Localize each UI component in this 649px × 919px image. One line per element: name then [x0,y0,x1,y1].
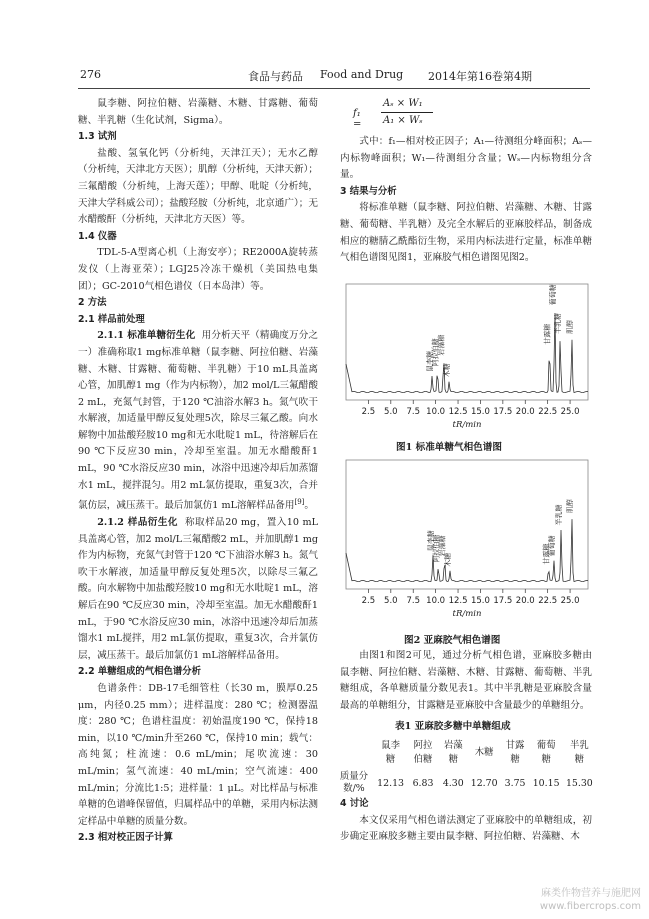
section-heading: 1.4 仪器 [78,230,117,242]
chromatogram-trace [346,313,588,393]
table-cell: 3.75 [504,777,526,789]
x-tick-label: 25.0 [560,407,580,417]
page-header [78,68,588,88]
table-cell: 15.30 [565,777,593,789]
table-column-header: 阿拉伯糖 [413,740,433,765]
table-header-row [334,734,596,768]
section-heading: 2.2 单糖组成的气相色谱分析 [78,666,201,678]
peak-label: 半乳糖 [555,504,564,526]
table-column-header: 鼠李糖 [381,740,400,765]
peak-label: 肌醇 [565,320,574,334]
header-rule [78,88,590,89]
x-tick-label: 10.0 [426,407,446,417]
x-tick-label: 7.5 [406,407,420,417]
peak-label: 岩藻糖 [437,334,446,356]
right-column-middle [340,648,592,714]
x-tick-label: 5.0 [384,407,398,417]
table-column-header: 甘露糖 [505,740,525,765]
plot-frame [346,460,588,589]
x-tick-label: 17.5 [493,407,513,417]
right-column-top [340,134,592,267]
table-column-header: 木糖 [474,747,494,758]
section-heading: 1.3 试剂 [78,131,117,143]
table-cell: 6.83 [412,777,434,789]
figure-caption: 图1 标准单糖气相色谱图 [396,442,502,453]
x-tick-label: 12.5 [448,596,468,606]
section-heading: 4 讨论 [340,798,369,809]
table-cell: 12.13 [377,777,405,789]
section-heading: 3 结果与分析 [340,185,397,197]
watermark-logo: 麻类作物营养与施肥网 www.fibercrops.com [539,888,641,912]
paragraph: 鼠李糖、阿拉伯糖、岩藻糖、木糖、甘露糖、葡萄糖、半乳糖（生化试剂，Sigma）。 [78,98,318,126]
table-cell: 10.15 [532,777,560,789]
peak-label: 木糖 [443,363,452,378]
citation: [9] [294,498,305,507]
peak-label: 鼠李糖 [426,530,435,552]
paragraph: 由图1和图2可见，通过分析气相色谱，亚麻胶多糖由鼠李糖、阿拉伯糖、岩藻糖、木糖、甘露糖、葡萄糖、半乳糖组成，各单糖质量分数见表1。其中半乳糖是亚麻胶含量最高的单糖组分，甘露糖是亚麻胶中含量最少的单糖组分。 [340,650,592,711]
chromatogram-sample [338,452,596,625]
paragraph: TDL-5-A型离心机（上海安亭）；RE2000A旋转蒸发仪（上海亚荣）；LGJ25冷冻干燥机（美国热电集团）；GC-2010气相色谱仪（日本岛津）等。 [78,247,318,292]
issue-info: 2014年第16卷第4期 [428,70,532,83]
peak-label: 葡萄糖 [548,284,557,306]
table-column-header: 岩藻糖 [443,740,463,765]
peak-label: 鼠李糖 [426,350,435,372]
x-tick-label: 17.5 [493,596,513,606]
journal-name-cn: 食品与药品 [248,70,303,83]
table-column-header: 葡萄糖 [536,740,556,765]
peak-label: 肌醇 [565,499,574,514]
x-tick-label: 20.0 [515,407,535,417]
x-tick-label: 22.5 [538,407,558,417]
fraction-bar [381,112,433,113]
paragraph-end: 。 [304,500,315,512]
paragraph: 式中：f₁—相对校正因子；A₁—待测组分峰面积；Aₛ—内标物峰面积；W₁—待测组分含量；Wₛ—内标物组分含量。 [340,136,592,181]
table-caption: 表1 亚麻胶多糖中单糖组成 [395,721,511,732]
x-tick-label: 20.0 [515,596,535,606]
paragraph: 色谱条件：DB-17毛细管柱（长30 m，膜厚0.25 μm，内径0.25 mm）；进样温度：280 ℃；检测器温度：280 ℃；色谱柱温度：初始温度190 ℃，保持18 min，以10 ℃/min升至260 ℃，保持10 min；载气：高纯氮；柱流速：0.6 mL/min；尾吹流速：30 mL/min；氢气流速：40 mL/min；空气流速：400 mL/min；分流比1:5；进样量：1 μL。对比样品与标准单糖的色谱峰保留值，归属样品中的单糖，采用内标法测定样品中单糖的质量分数。 [78,682,318,827]
x-tick-label: 15.0 [470,596,490,606]
peak-label: 葡萄糖 [547,535,556,557]
left-column [78,96,318,847]
x-tick-label: 7.5 [406,596,420,606]
x-tick-label: 2.5 [361,407,376,417]
peak-label: 岩藻糖 [438,535,447,557]
peak-label: 甘露糖 [543,323,552,345]
x-tick-label: 5.0 [384,596,398,606]
chromatogram-standard [338,276,596,436]
subsection-label: 2.1.1 标准单糖衍生化 [97,330,196,342]
table-wrapper [334,734,596,798]
formula-lhs: f₁ = [353,108,362,130]
table-row [334,768,596,798]
page-number: 276 [80,68,101,81]
sugar-composition-table [334,734,596,798]
table-row-label: 质量分数/% [339,771,369,794]
section-heading: 2.1 样品前处理 [78,313,145,325]
table-corner-cell [334,734,374,768]
section-heading: 2.3 相对校正因子计算 [78,832,173,844]
subsection-label: 2.1.2 样品衍生化 [97,517,178,529]
journal-name-en: Food and Drug [320,68,404,81]
x-tick-label: 10.0 [426,596,446,606]
paragraph [78,515,318,664]
x-tick-label: 12.5 [448,407,468,417]
table-column-header: 半乳糖 [569,740,589,765]
figure-caption: 图2 亚麻胶气相色谱图 [404,635,501,646]
peak-label: 甘露糖 [542,543,551,565]
table-cell: 4.30 [442,777,464,789]
formula-numerator: Aₛ × W₁ [383,98,423,109]
paragraph-text: 称取样品20 mg，置入10 mL具盖离心管，加2 mol/L三氟醋酸2 mL，并加肌醇1 mg作为内标物，充氮气封管于120 ℃下油浴水解3 h。氮气吹干水解液，加适量甲醇反复处理5次，以除尽三氟乙酸。向水解物中加盐酸羟胺10 mg和无水吡啶1 mL，溶解后在90 ℃反应30 min，冷却至室温。加无水醋酸酐1 mL，于90 ℃水浴反应30 min，冰浴中迅速冷却后加蒸馏水1 mL搅拌，用2 mL氯仿提取，重复3次，合并氯仿层，减压蒸干。最后加氯仿1 mL溶解样品备用。 [78,517,318,661]
x-axis-label: tR/min [452,420,482,430]
peak-label: 木糖 [443,552,452,567]
paragraph-text: 用分析天平（精确度万分之一）准确称取1 mg标准单糖（鼠李糖、阿拉伯糖、岩藻糖、木糖、甘露糖、葡萄糖、半乳糖）于10 mL具盖离心管，加肌醇1 mg（作为内标物），加2 mol/L三氟醋酸2 mL，充氮气封管，于120 ℃油浴水解3 h。氮气吹干水解液，加适量甲醇反复处理5次，除尽三氟乙酸。向水解物中加盐酸羟胺10 mg和无水吡啶1 mL，待溶解后在90 ℃下反应30 min，冷却至室温。加无水醋酸酐1 mL，90 ℃水浴反应30 min，冰浴中迅速冷却后加蒸馏水1 mL，搅拌混匀。用2 mL氯仿提取，重复3次，合并氯仿层，减压蒸干。最后加氯仿1 mL溶解样品备用 [78,330,318,512]
peak-label: 半乳糖 [554,313,563,334]
x-tick-label: 25.0 [560,596,580,606]
x-tick-label: 2.5 [361,596,376,606]
paragraph: 将标准单糖（鼠李糖、阿拉伯糖、岩藻糖、木糖、甘露糖、葡萄糖、半乳糖）及完全水解后的亚麻胶样品，制备成相应的糖腈乙酰酯衍生物，采用内标法进行定量，标准单糖气相色谱图见图1，亚麻胶气相色谱图见图2。 [340,202,592,264]
peak-label: 阿拉伯糖 [432,534,441,563]
paragraph [78,328,318,515]
table-cell: 12.70 [470,777,498,789]
x-tick-label: 15.0 [470,407,490,417]
right-column-bottom [340,796,592,846]
x-axis-label: tR/min [452,609,482,619]
paragraph: 本文仅采用气相色谱法测定了亚麻胶中的单糖组成，初步确定亚麻胶多糖主要由鼠李糖、阿拉伯糖、岩藻糖、木 [340,814,592,843]
formula-denominator: A₁ × Wₛ [383,115,423,126]
x-tick-label: 22.5 [538,596,558,606]
section-heading: 2 方法 [78,297,107,309]
peak-label: 阿拉伯糖 [431,338,440,367]
paragraph: 盐酸、氢氧化钙（分析纯，天津江天）；无水乙醇（分析纯，天津北方天医）；肌醇（分析纯，天津天新）；三氟醋酸（分析纯，上海天莲）；甲醇、吡啶（分析纯，天津大学科威公司）；盐酸羟胺（分析纯，北京通广）；无水醋酸酐（分析纯，天津北方天医）等。 [78,147,318,226]
